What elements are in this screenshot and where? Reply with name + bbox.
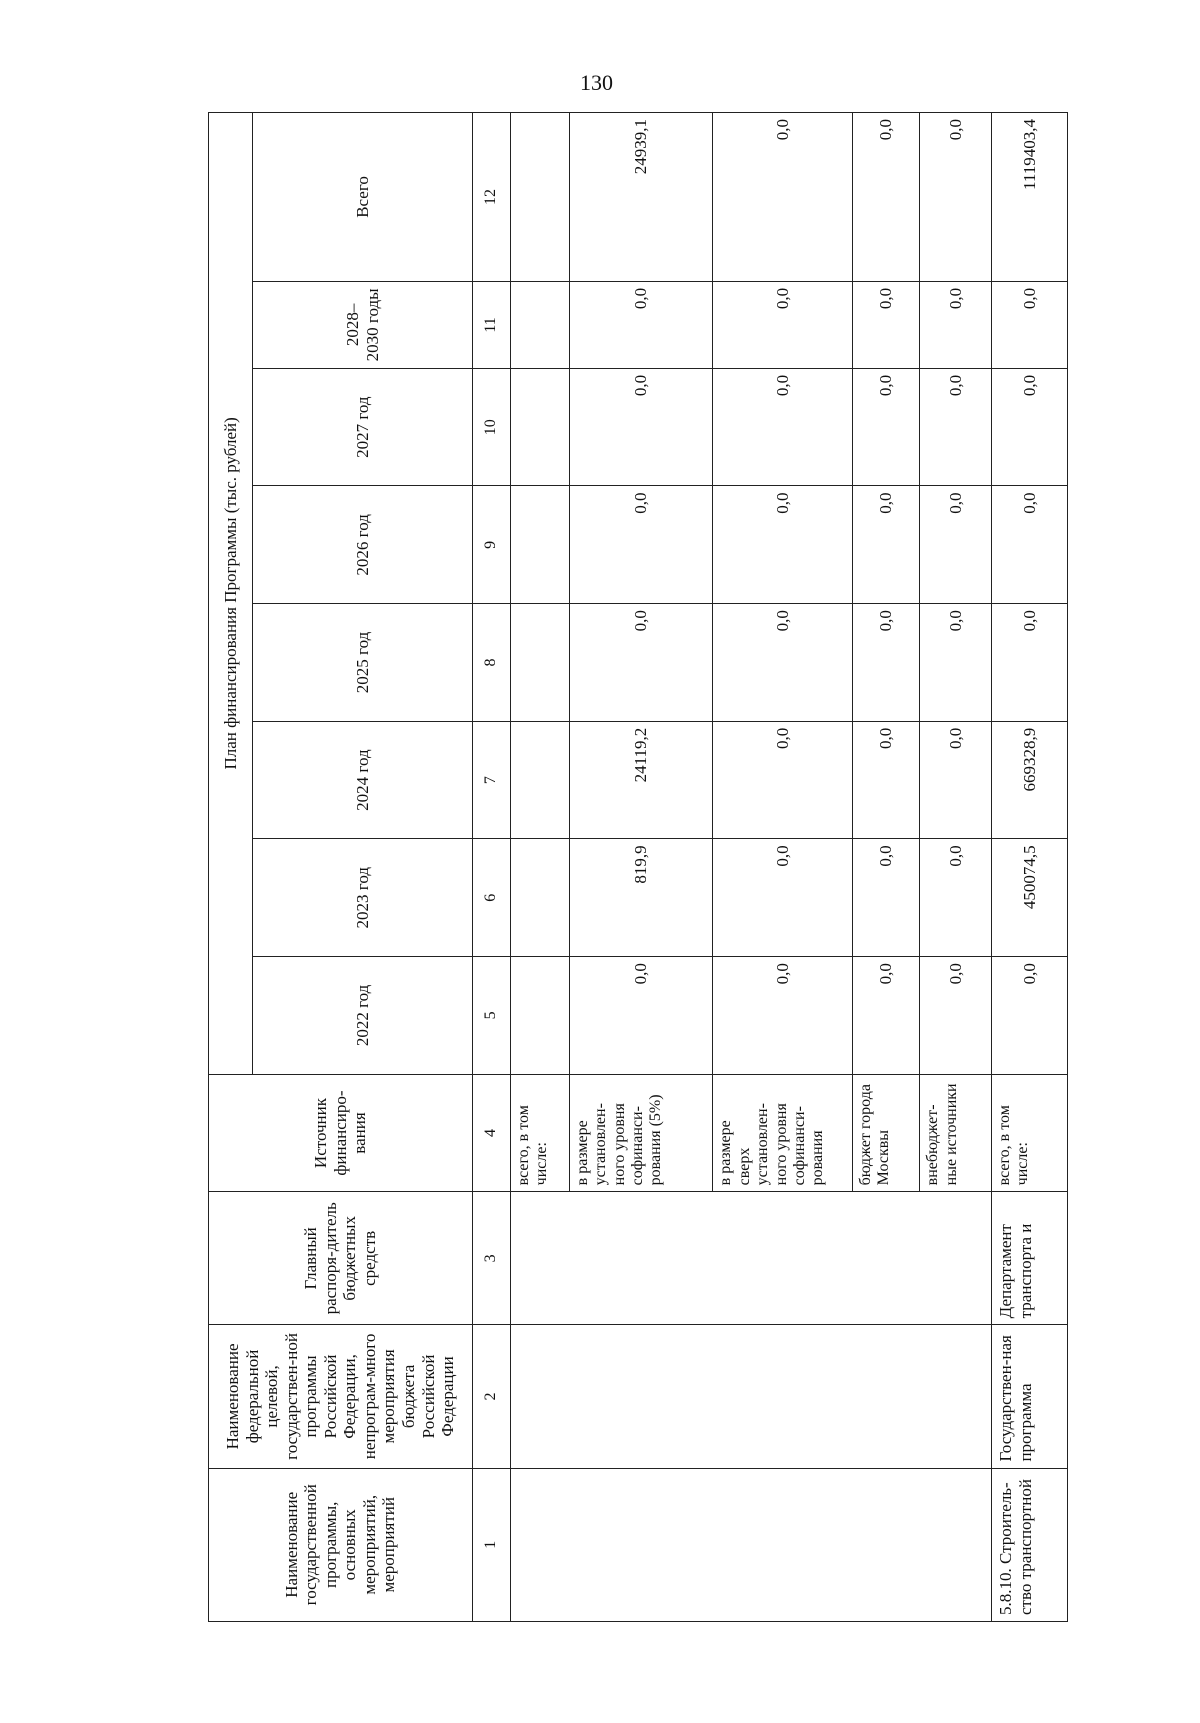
value-cell: 0,0: [920, 721, 992, 839]
header-year-2023: 2023 год: [253, 839, 472, 957]
value-cell: 0,0: [920, 368, 992, 486]
value-cell: 0,0: [852, 839, 920, 957]
funding-source-cell: в размере установлен-ного уровня софинанси-рования (5%): [569, 1074, 713, 1192]
empty-cell: [510, 1325, 991, 1468]
funding-source-cell: бюджет города Москвы: [852, 1074, 920, 1192]
value-cell: 1119403,4: [991, 113, 1067, 282]
value-cell: 0,0: [852, 957, 920, 1075]
column-number: 7: [472, 721, 510, 839]
column-number: 10: [472, 368, 510, 486]
value-cell: 0,0: [713, 604, 852, 722]
value-cell: 0,0: [569, 368, 713, 486]
column-number-row: [472, 113, 510, 1622]
value-cell: [510, 486, 569, 604]
header-year-2025: 2025 год: [253, 604, 472, 722]
value-cell: 0,0: [852, 604, 920, 722]
value-cell: 0,0: [852, 281, 920, 368]
column-number: 9: [472, 486, 510, 604]
header-total: Всего: [253, 113, 472, 282]
funding-source-cell: внебюджет-ные источники: [920, 1074, 992, 1192]
header-financing-plan: План финансирования Программы (тыс. рублей): [209, 113, 253, 1075]
value-cell: 0,0: [920, 281, 992, 368]
value-cell: [510, 113, 569, 282]
header-program-name: Наименование государственной программы, основных мероприятий, мероприятий: [209, 1468, 473, 1621]
value-cell: 24939,1: [569, 113, 713, 282]
value-cell: [510, 281, 569, 368]
table-row: [991, 113, 1067, 1622]
value-cell: 450074,5: [991, 839, 1067, 957]
value-cell: 0,0: [569, 486, 713, 604]
value-cell: [510, 368, 569, 486]
page-number: 130: [580, 70, 613, 95]
value-cell: 0,0: [920, 113, 992, 282]
value-cell: 0,0: [852, 113, 920, 282]
column-number: 2: [472, 1325, 510, 1468]
value-cell: 0,0: [569, 281, 713, 368]
value-cell: 0,0: [569, 957, 713, 1075]
value-cell: 0,0: [920, 957, 992, 1075]
column-number: 3: [472, 1192, 510, 1325]
budget-manager-cell: Департамент транспорта и: [991, 1192, 1067, 1325]
value-cell: 0,0: [852, 368, 920, 486]
value-cell: 0,0: [852, 486, 920, 604]
value-cell: 0,0: [920, 604, 992, 722]
header-year-2026: 2026 год: [253, 486, 472, 604]
empty-cell: [510, 1192, 991, 1325]
value-cell: 0,0: [713, 721, 852, 839]
value-cell: 0,0: [991, 957, 1067, 1075]
column-number: 4: [472, 1074, 510, 1192]
value-cell: 0,0: [852, 721, 920, 839]
header-year-2027: 2027 год: [253, 368, 472, 486]
header-funding-source: Источник финансиро-вания: [209, 1074, 473, 1192]
funding-source-cell: в размере сверх установлен-ного уровня софинанси-рования: [713, 1074, 852, 1192]
funding-source-cell: всего, в том числе:: [510, 1074, 569, 1192]
header-year-2024: 2024 год: [253, 721, 472, 839]
value-cell: 0,0: [991, 368, 1067, 486]
value-cell: [510, 721, 569, 839]
state-program-cell: Государствен-ная программа: [991, 1325, 1067, 1468]
value-cell: [510, 839, 569, 957]
value-cell: 0,0: [569, 604, 713, 722]
value-cell: [510, 604, 569, 722]
column-number: 8: [472, 604, 510, 722]
value-cell: 0,0: [991, 486, 1067, 604]
value-cell: 0,0: [713, 281, 852, 368]
measure-name-cell: 5.8.10. Строитель-ство транспортной: [991, 1468, 1067, 1621]
header-federal-program: Наименование федеральной целевой, государствен-ной программы Российской Федерации, непрограм-много мероприятия бюджета Российской Федерации: [209, 1325, 473, 1468]
financing-table: [208, 112, 1068, 1622]
header-budget-manager: Главный распоря-дитель бюджетных средств: [209, 1192, 473, 1325]
column-number: 6: [472, 839, 510, 957]
column-number: 1: [472, 1468, 510, 1621]
value-cell: 0,0: [713, 957, 852, 1075]
column-number: 5: [472, 957, 510, 1075]
table-row: [510, 113, 569, 1622]
funding-source-cell: всего, в том числе:: [991, 1074, 1067, 1192]
column-number: 12: [472, 113, 510, 282]
header-years-2028-2030: 2028–2030 годы: [253, 281, 472, 368]
rotated-table-container: [208, 112, 1068, 1622]
value-cell: 0,0: [713, 113, 852, 282]
value-cell: 24119,2: [569, 721, 713, 839]
value-cell: 819,9: [569, 839, 713, 957]
value-cell: 0,0: [991, 604, 1067, 722]
column-number: 11: [472, 281, 510, 368]
value-cell: 0,0: [713, 368, 852, 486]
header-year-2022: 2022 год: [253, 957, 472, 1075]
value-cell: 669328,9: [991, 721, 1067, 839]
value-cell: 0,0: [920, 839, 992, 957]
value-cell: [510, 957, 569, 1075]
value-cell: 0,0: [991, 281, 1067, 368]
empty-cell: [510, 1468, 991, 1621]
value-cell: 0,0: [713, 839, 852, 957]
value-cell: 0,0: [920, 486, 992, 604]
value-cell: 0,0: [713, 486, 852, 604]
